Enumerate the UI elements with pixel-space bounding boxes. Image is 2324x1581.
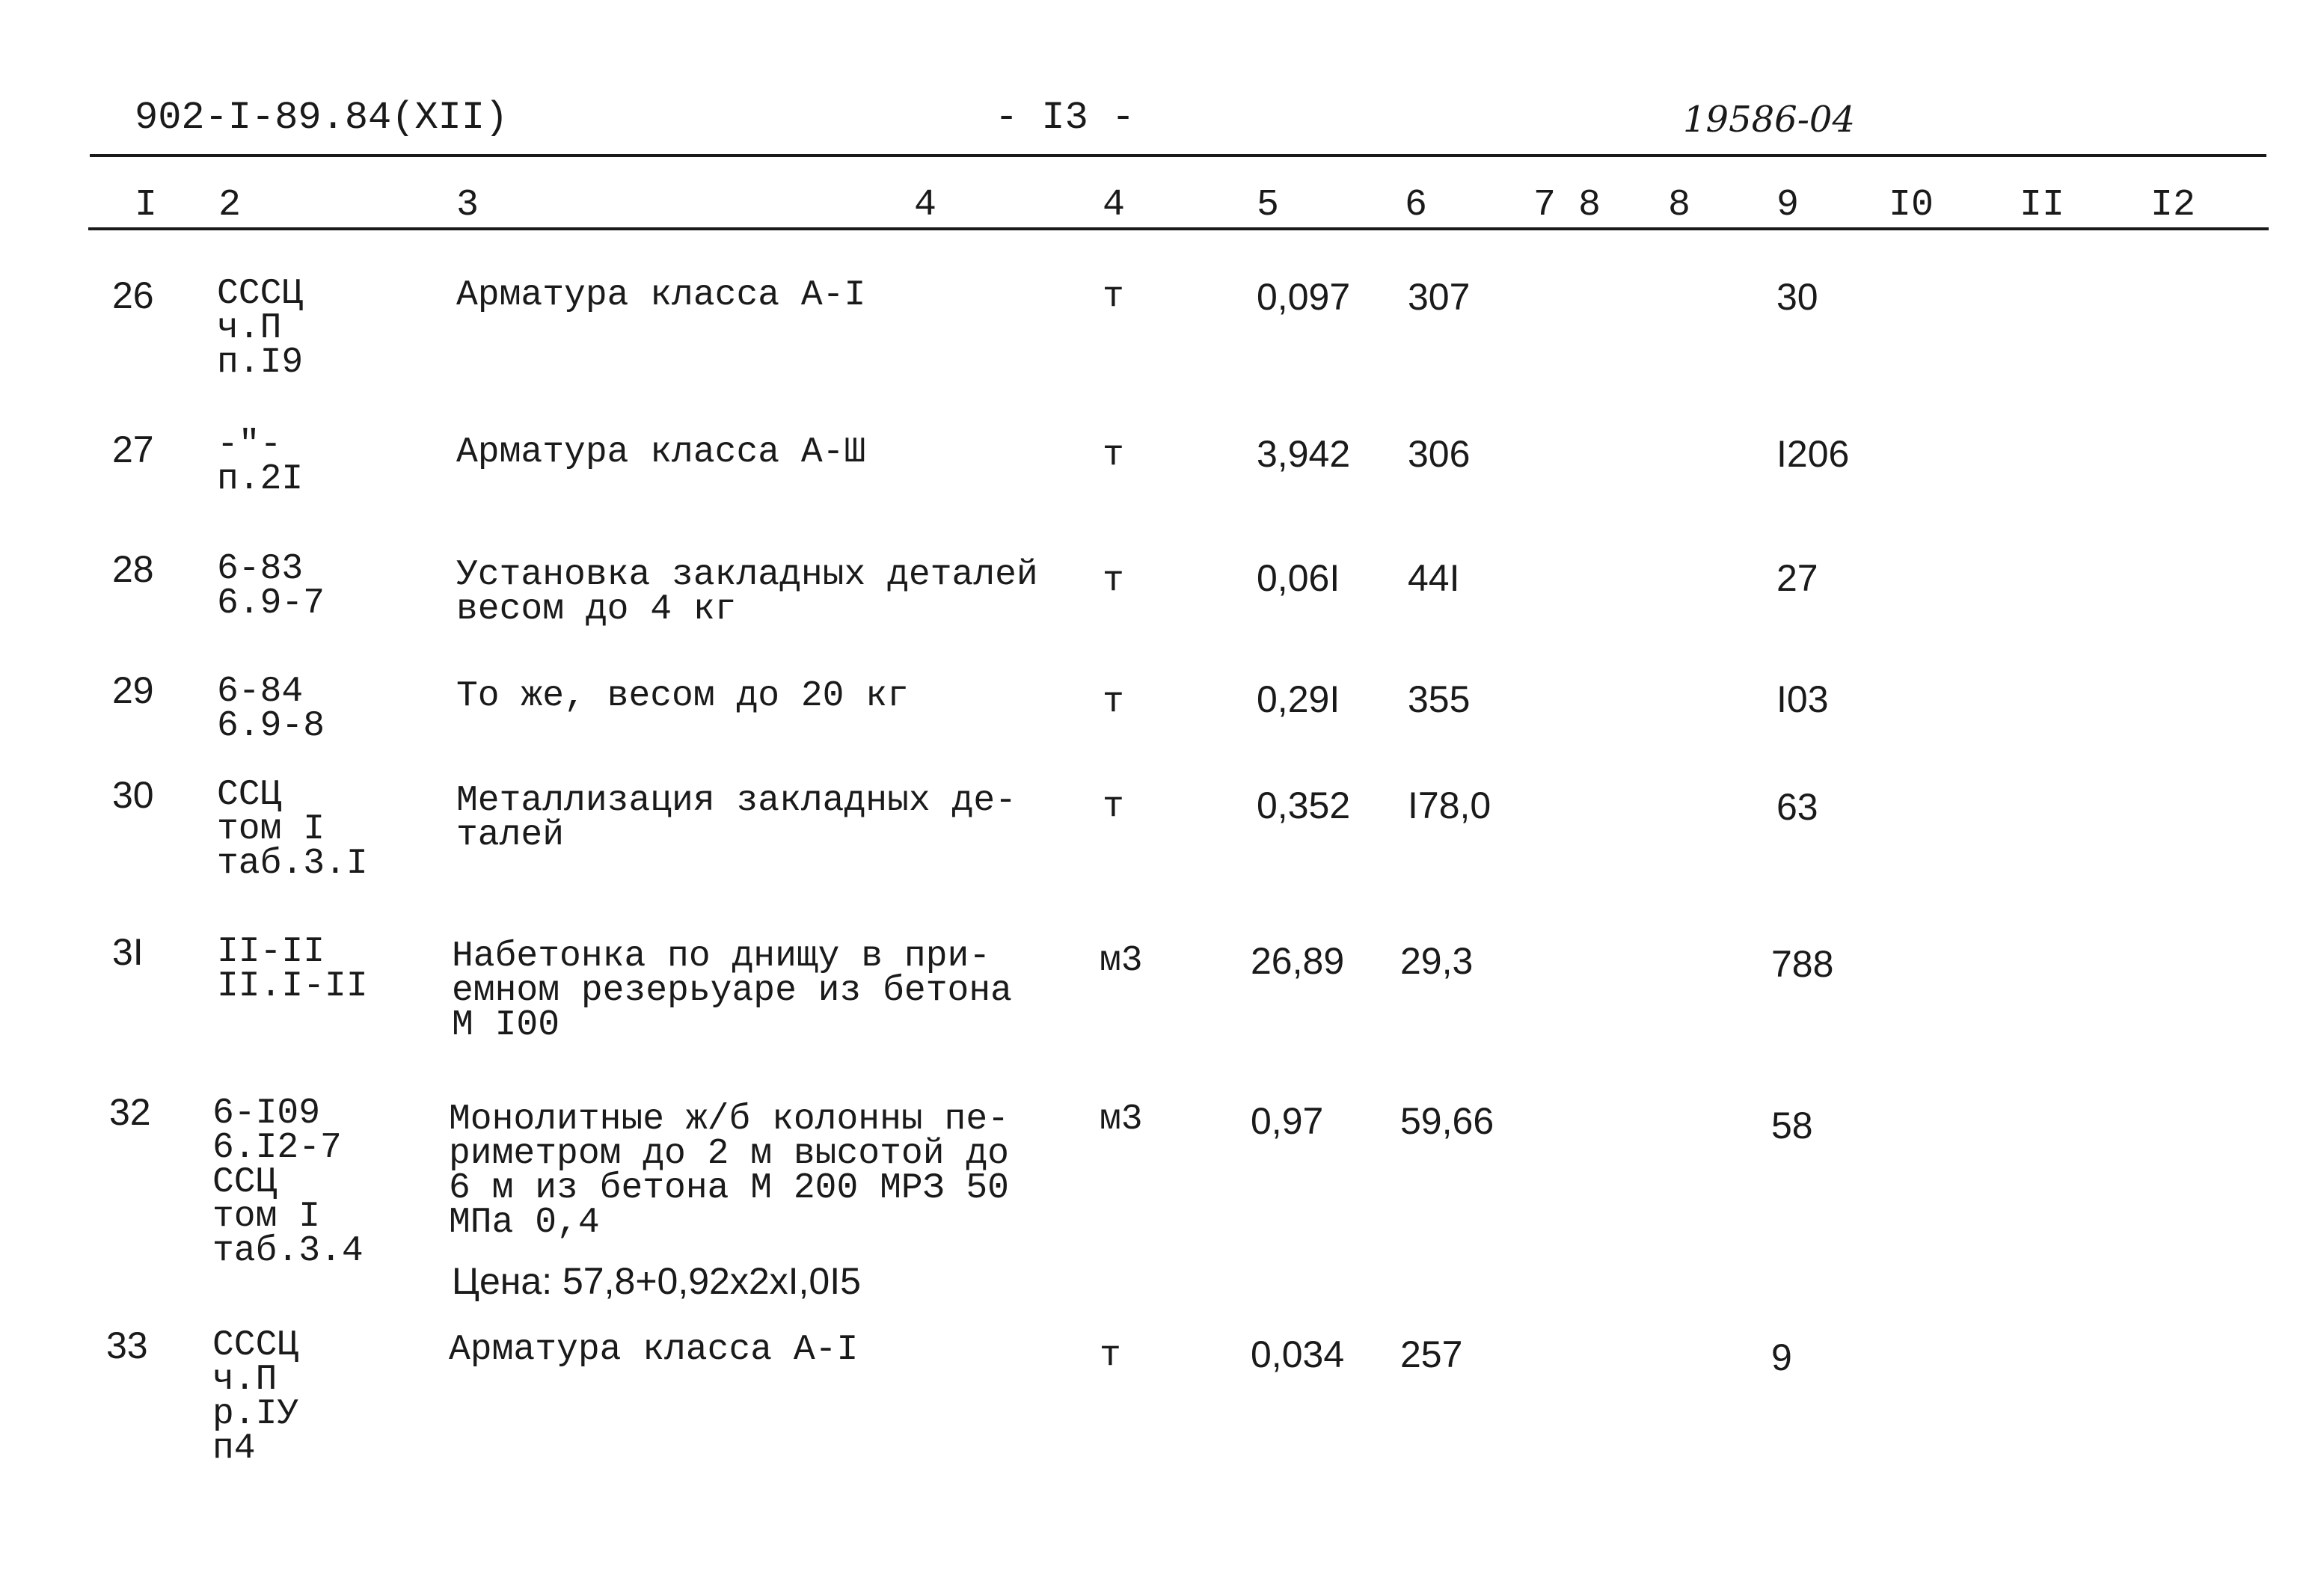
col-header-4b: 4 — [1103, 184, 1126, 227]
col-header-9: 9 — [1776, 184, 1800, 227]
row-number: 28 — [112, 548, 154, 590]
document-code: 902-I-89.84(XII) — [135, 96, 509, 140]
row-number: 30 — [112, 774, 154, 816]
col-header-7-8: 7 8 — [1533, 184, 1601, 227]
row-quantity: 0,06I — [1257, 557, 1340, 599]
row-quantity: 26,89 — [1251, 940, 1345, 982]
col-header-10: I0 — [1889, 184, 1934, 227]
row-quantity: 0,97 — [1251, 1100, 1324, 1142]
row-quantity: 0,034 — [1251, 1333, 1345, 1375]
page-number: - I3 - — [995, 96, 1135, 140]
col-header-11: II — [2020, 184, 2065, 227]
row-description: То же, весом до 20 кг — [456, 676, 909, 716]
row-price: 306 — [1408, 433, 1471, 475]
row-code: 6-I09 6.I2-7 ССЦ том I таб.3.4 — [212, 1093, 364, 1271]
row-code: СССЦ ч.П п.I9 — [217, 274, 304, 383]
row-code: II-II II.I-II — [217, 932, 368, 1007]
row-price: I78,0 — [1408, 785, 1491, 826]
row-code: ССЦ том I таб.3.I — [217, 775, 368, 884]
row-description: Монолитные ж/б колонны пе- риметром до 2 м высотой до 6 м из бетона М 200 МРЗ 50 МПа 0,4 — [449, 1099, 1009, 1243]
row-number: 29 — [112, 669, 154, 711]
row-number: 27 — [112, 429, 154, 470]
row-price: 29,3 — [1400, 940, 1474, 982]
row-price: 307 — [1408, 276, 1471, 318]
col-header-1: I — [135, 184, 158, 227]
row-price-note: Цена: 57,8+0,92х2хI,0I5 — [452, 1260, 861, 1302]
row-description: Установка закладных деталей весом до 4 кг — [456, 555, 1038, 630]
row-quantity: 3,942 — [1257, 433, 1351, 475]
col-header-2: 2 — [218, 184, 242, 227]
row-quantity: 0,352 — [1257, 785, 1351, 826]
row-number: 26 — [112, 274, 154, 316]
row-description: Арматура класса А-Ш — [456, 432, 866, 473]
col-header-6: 6 — [1405, 184, 1428, 227]
col-header-3: 3 — [456, 184, 479, 227]
row-total: I03 — [1776, 678, 1829, 720]
row-price: 355 — [1408, 678, 1471, 720]
row-total: 9 — [1771, 1336, 1792, 1378]
row-unit: т — [1103, 682, 1124, 722]
row-description: Металлизация закладных де- талей — [456, 781, 1017, 856]
row-price: 59,66 — [1400, 1100, 1494, 1142]
row-total: 58 — [1771, 1105, 1813, 1146]
row-code: 6-83 6.9-7 — [217, 549, 325, 624]
row-code: -"- п.2I — [217, 425, 304, 500]
row-unit: м3 — [1100, 1099, 1143, 1140]
header-rule-top — [90, 154, 2266, 157]
row-unit: т — [1103, 435, 1124, 476]
header-rule-bottom — [88, 227, 2269, 230]
row-quantity: 0,29I — [1257, 678, 1340, 720]
row-unit: т — [1103, 787, 1124, 827]
row-unit: т — [1103, 561, 1124, 601]
row-description: Арматура класса А-I — [456, 275, 866, 316]
row-total: I206 — [1776, 433, 1850, 475]
registration-stamp: 19586-04 — [1683, 99, 1855, 141]
col-header-5: 5 — [1257, 184, 1280, 227]
row-total: 27 — [1776, 557, 1818, 599]
row-unit: м3 — [1100, 941, 1143, 981]
row-price: 257 — [1400, 1333, 1463, 1375]
row-description: Арматура класса А-I — [449, 1330, 859, 1370]
row-code: СССЦ ч.П р.IУ п4 — [212, 1325, 299, 1469]
row-total: 788 — [1771, 943, 1834, 985]
col-header-8: 8 — [1668, 184, 1691, 227]
col-header-4a: 4 — [914, 184, 937, 227]
row-number: 33 — [106, 1324, 148, 1366]
row-description: Набетонка по днищу в при- емном резерьуаре из бетона М I00 — [452, 936, 1012, 1046]
row-code: 6-84 6.9-8 — [217, 672, 325, 746]
row-unit: т — [1100, 1336, 1121, 1376]
row-total: 63 — [1776, 786, 1818, 828]
row-number: 3I — [112, 931, 144, 973]
row-unit: т — [1103, 277, 1124, 317]
row-price: 44I — [1408, 557, 1460, 599]
row-number: 32 — [109, 1091, 151, 1133]
row-total: 30 — [1776, 276, 1818, 318]
col-header-12: I2 — [2150, 184, 2196, 227]
row-quantity: 0,097 — [1257, 276, 1351, 318]
